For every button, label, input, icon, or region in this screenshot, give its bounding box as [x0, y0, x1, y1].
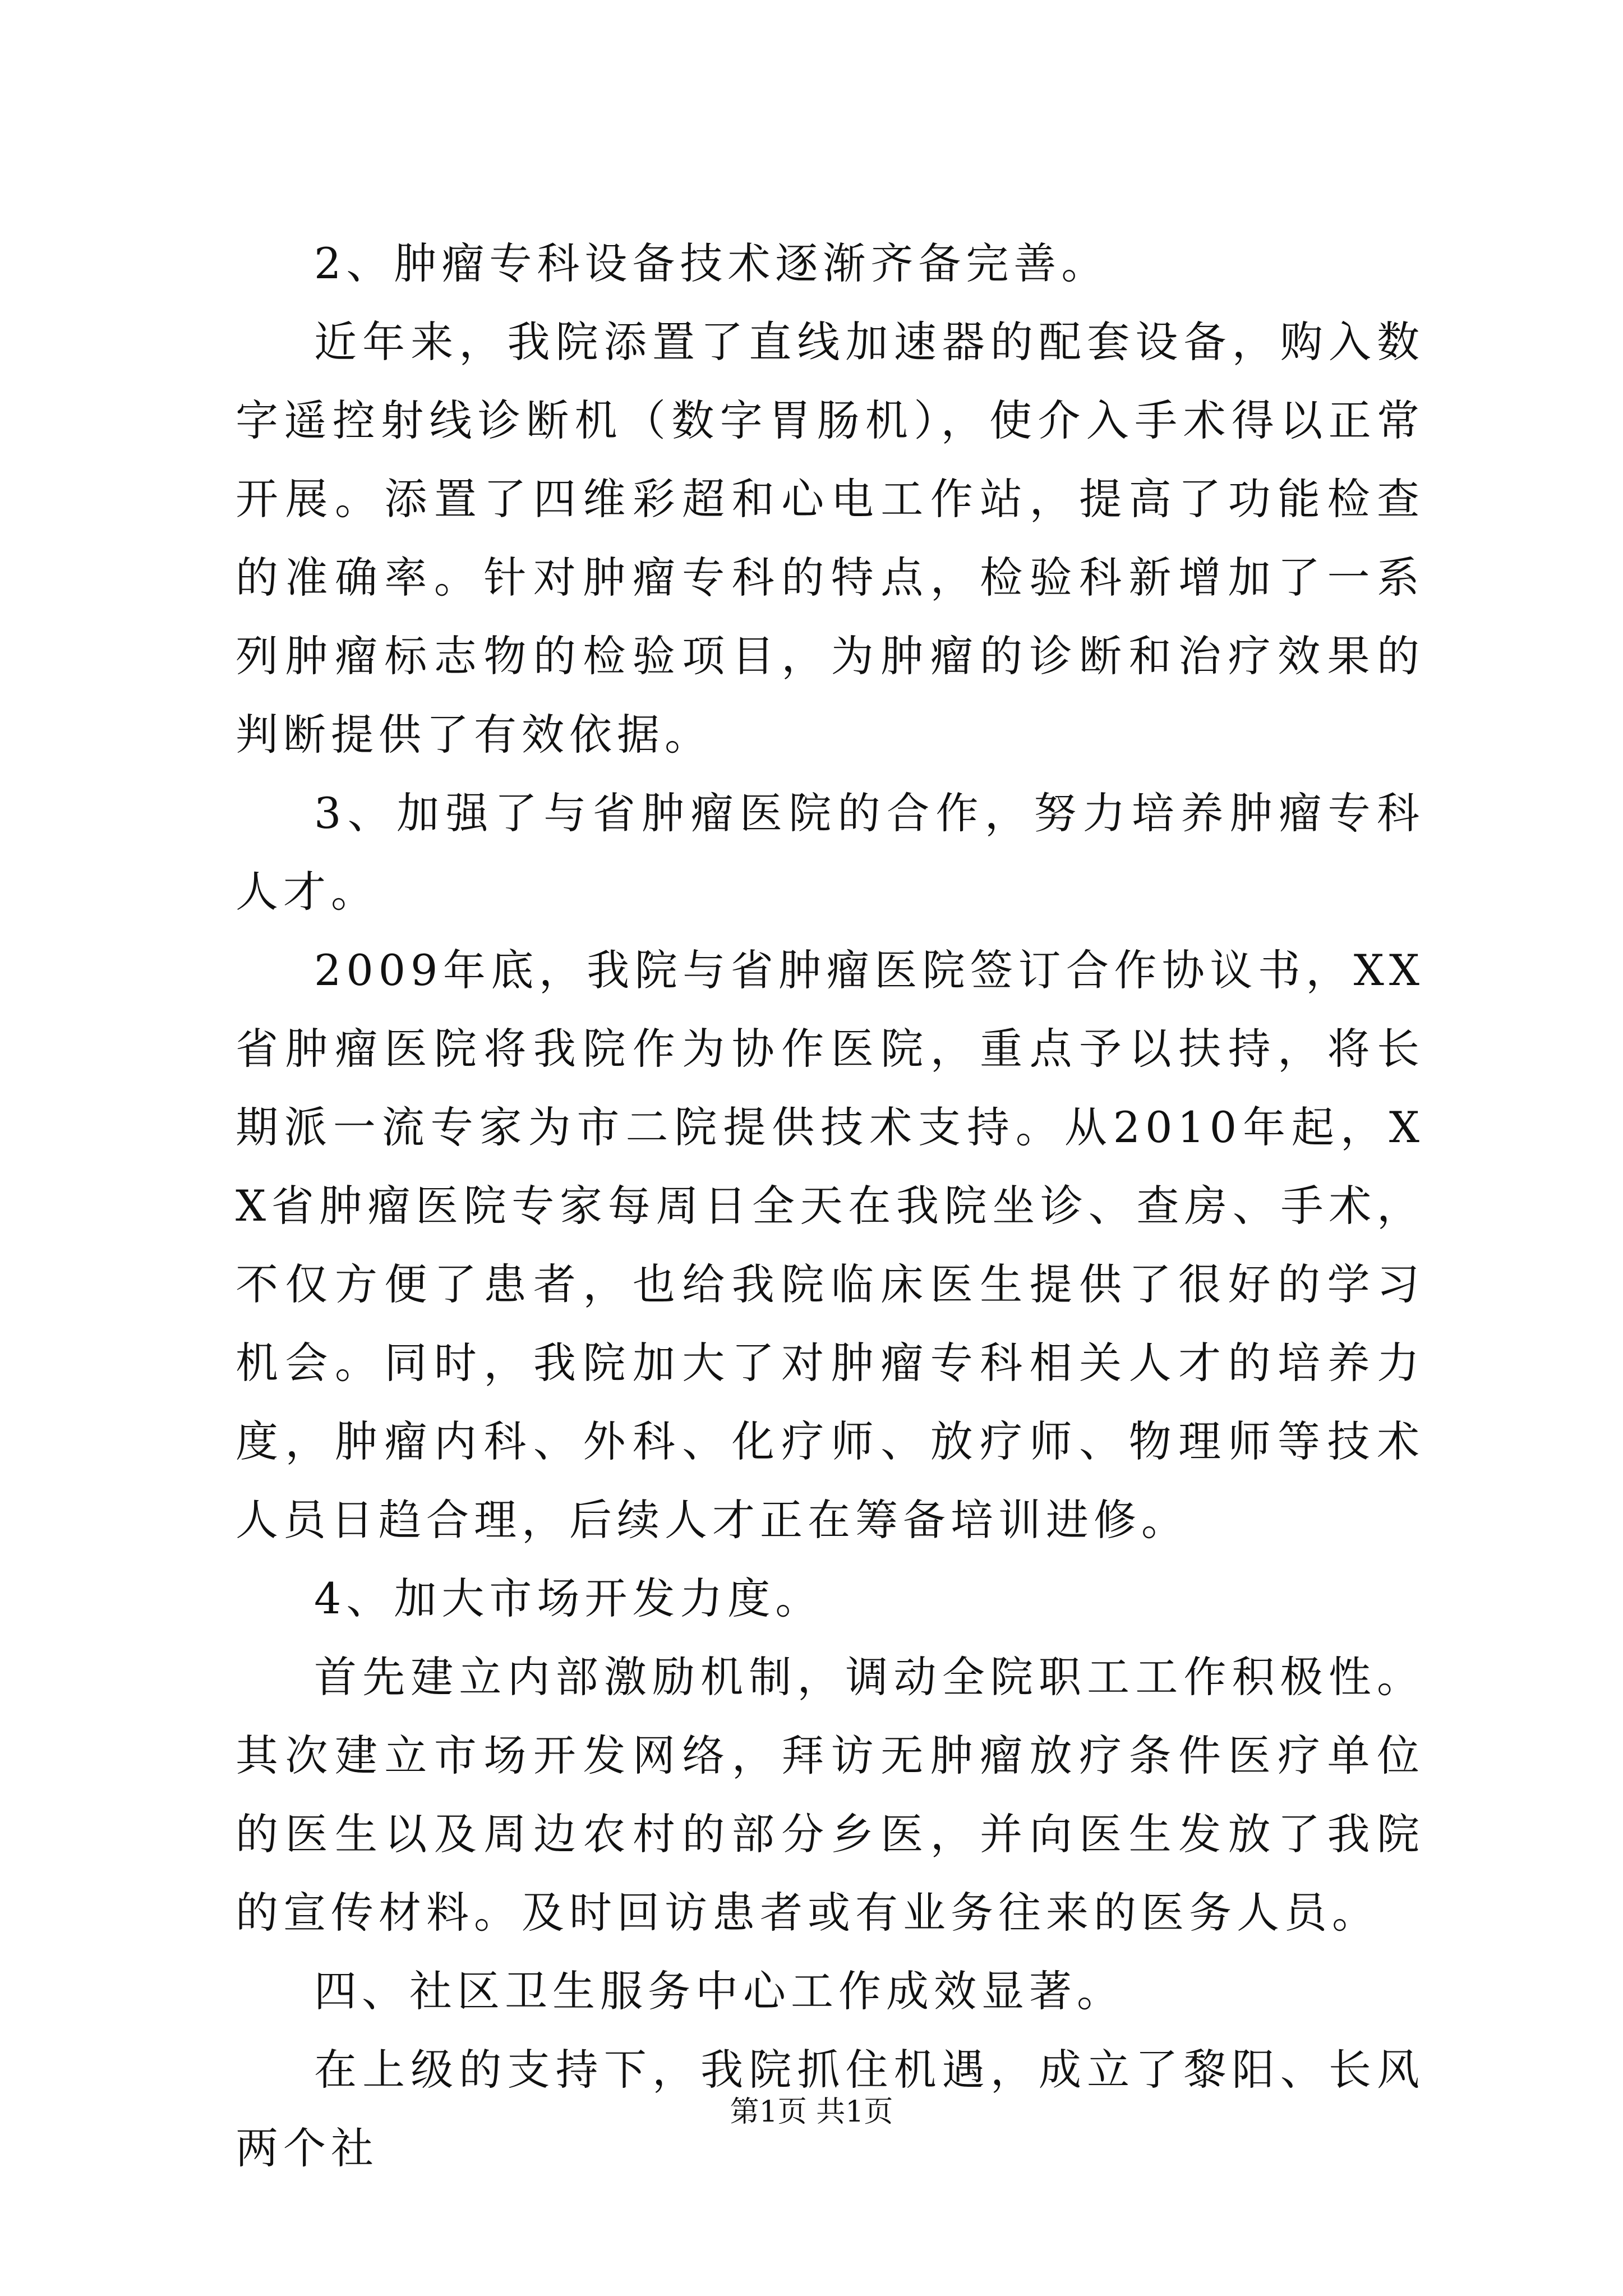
paragraph-cooperation: 2009年底，我院与省肿瘤医院签订合作协议书，XX省肿瘤医院将我院作为协作医院，重点予以扶持，将长期派一流专家为市二院提供技术支持。从2010年起，XX省肿瘤医院专家每周日全天在我院坐诊、查房、手术，不仅方便了患者，也给我院临床医生提供了很好的学习机会。同时，我院加大了对肿瘤专科相关人才的培养力度，肿瘤内科、外科、化疗师、放疗师、物理师等技术人员日趋合理，后续人才正在筹备培训进修。 — [236, 945, 1424, 1545]
heading-market: 4、加大市场开发力度。 — [314, 1573, 823, 1623]
paragraph-community: 在上级的支持下，我院抓住机遇，成立了黎阳、长风两个社 — [236, 2045, 1424, 2173]
heading-cooperation: 3、加强了与省肿瘤医院的合作，努力培养肿瘤专科人才。 — [236, 788, 1424, 917]
heading-community: 四、社区卫生服务中心工作成效显著。 — [314, 1966, 1124, 2016]
page-number-footer: 第1页 共1页 — [730, 2095, 893, 2129]
paragraph-equipment: 近年来，我院添置了直线加速器的配套设备，购入数字遥控射线诊断机（数字胃肠机），使介入手术得以正常开展。添置了四维彩超和心电工作站，提高了功能检查的准确率。针对肿瘤专科的特点，检验科新增加了一系列肿瘤标志物的检验项目，为肿瘤的诊断和治疗效果的判断提供了有效依据。 — [236, 317, 1424, 760]
document-body — [236, 224, 1424, 2188]
paragraph-market: 首先建立内部激励机制，调动全院职工工作积极性。其次建立市场开发网络，拜访无肿瘤放疗条件医疗单位的医生以及周边农村的部分乡医，并向医生发放了我院的宣传材料。及时回访患者或有业务往来的医务人员。 — [236, 1652, 1424, 1938]
heading-equipment: 2、肿瘤专科设备技术逐渐齐备完善。 — [314, 238, 1109, 288]
